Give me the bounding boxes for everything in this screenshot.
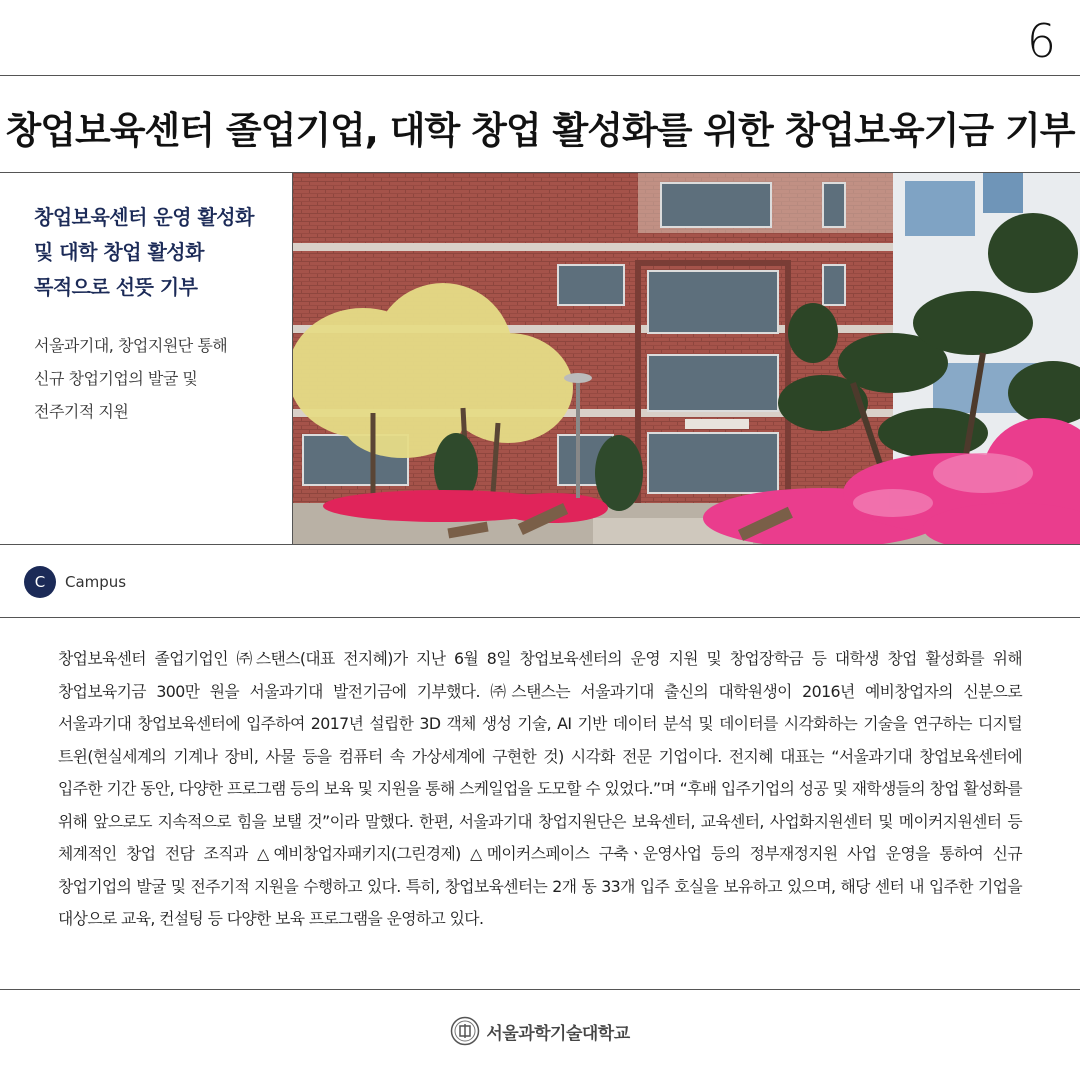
photo-divider: [0, 544, 1080, 545]
top-divider: [0, 75, 1080, 76]
section-divider: [0, 617, 1080, 618]
page-number: 6: [1026, 14, 1056, 68]
section-label: Campus: [65, 573, 127, 591]
section-tag: [24, 566, 126, 598]
sub-description-line: 서울과기대, 창업지원단 통해: [34, 336, 228, 355]
sub-headline-line: 창업보육센터 운영 활성화: [34, 205, 254, 229]
article-body: 창업보육센터 졸업기업인 ㈜스탠스(대표 전지혜)가 지난 6월 8일 창업보육센터의 운영 지원 및 창업장학금 등 대학생 창업 활성화를 위해 창업보육기금 300만 원을 서울과기대 발전기금에 기부했다. ㈜스탠스는 서울과기대 출신의 대학원생이 2016년 예비창업자의 신분으로 서울과기대 창업보육센터에 입주하여 2017년 설립한 3D 객체 생성 기술, AI 기반 데이터 분석 및 데이터를 시각화하는 기술을 연구하는 디지털 트윈(현실세계의 기계나 장비, 사물 등을 컴퓨터 속 가상세계에 구현한 것) 시각화 전문 기업이다. 전지혜 대표는 “서울과기대 창업보육센터에 입주한 기간 동안, 다양한 프로그램 등의 보육 및 지원을 통해 스케일업을 도모할 수 있었다.”며 “후배 입주기업의 성공 및 재학생들의 창업 활성화를 위해 앞으로도 지속적으로 힘을 보탤 것”이라 말했다. 한편, 서울과기대 창업지원단은 보육센터, 교육센터, 사업화지원센터 및 메이커지원센터 등 체계적인 창업 전담 조직과 △예비창업자패키지(그린경제) △메이커스페이스 구축ㆍ운영사업 등의 정부재정지원 사업 운영을 통하여 신규 창업기업의 발굴 및 전주기적 지원을 수행하고 있다. 특히, 창업보육센터는 2개 동 33개 입주 호실을 보유하고 있으며, 해당 센터 내 입주한 기업을 대상으로 교육, 컨설팅 등 다양한 보육 프로그램을 운영하고 있다.: [58, 649, 1022, 928]
summary-panel: [34, 200, 284, 428]
footer-divider: [0, 989, 1080, 990]
sub-description-line: 신규 창업기업의 발굴 및: [34, 369, 198, 388]
sub-description: [34, 329, 284, 428]
sub-headline-line: 및 대학 창업 활성화: [34, 240, 204, 264]
sub-headline: [34, 200, 284, 305]
university-logo: [0, 1016, 1080, 1046]
campus-c-icon: C: [24, 566, 56, 598]
article-headline: 창업보육센터 졸업기업, 대학 창업 활성화를 위한 창업보육기금 기부: [5, 109, 1075, 152]
university-emblem-icon: [450, 1016, 480, 1046]
campus-building-photo: [293, 173, 1080, 544]
university-name: 서울과학기술대학교: [486, 1023, 630, 1044]
sub-headline-line: 목적으로 선뜻 기부: [34, 275, 198, 299]
sub-description-line: 전주기적 지원: [34, 402, 129, 421]
